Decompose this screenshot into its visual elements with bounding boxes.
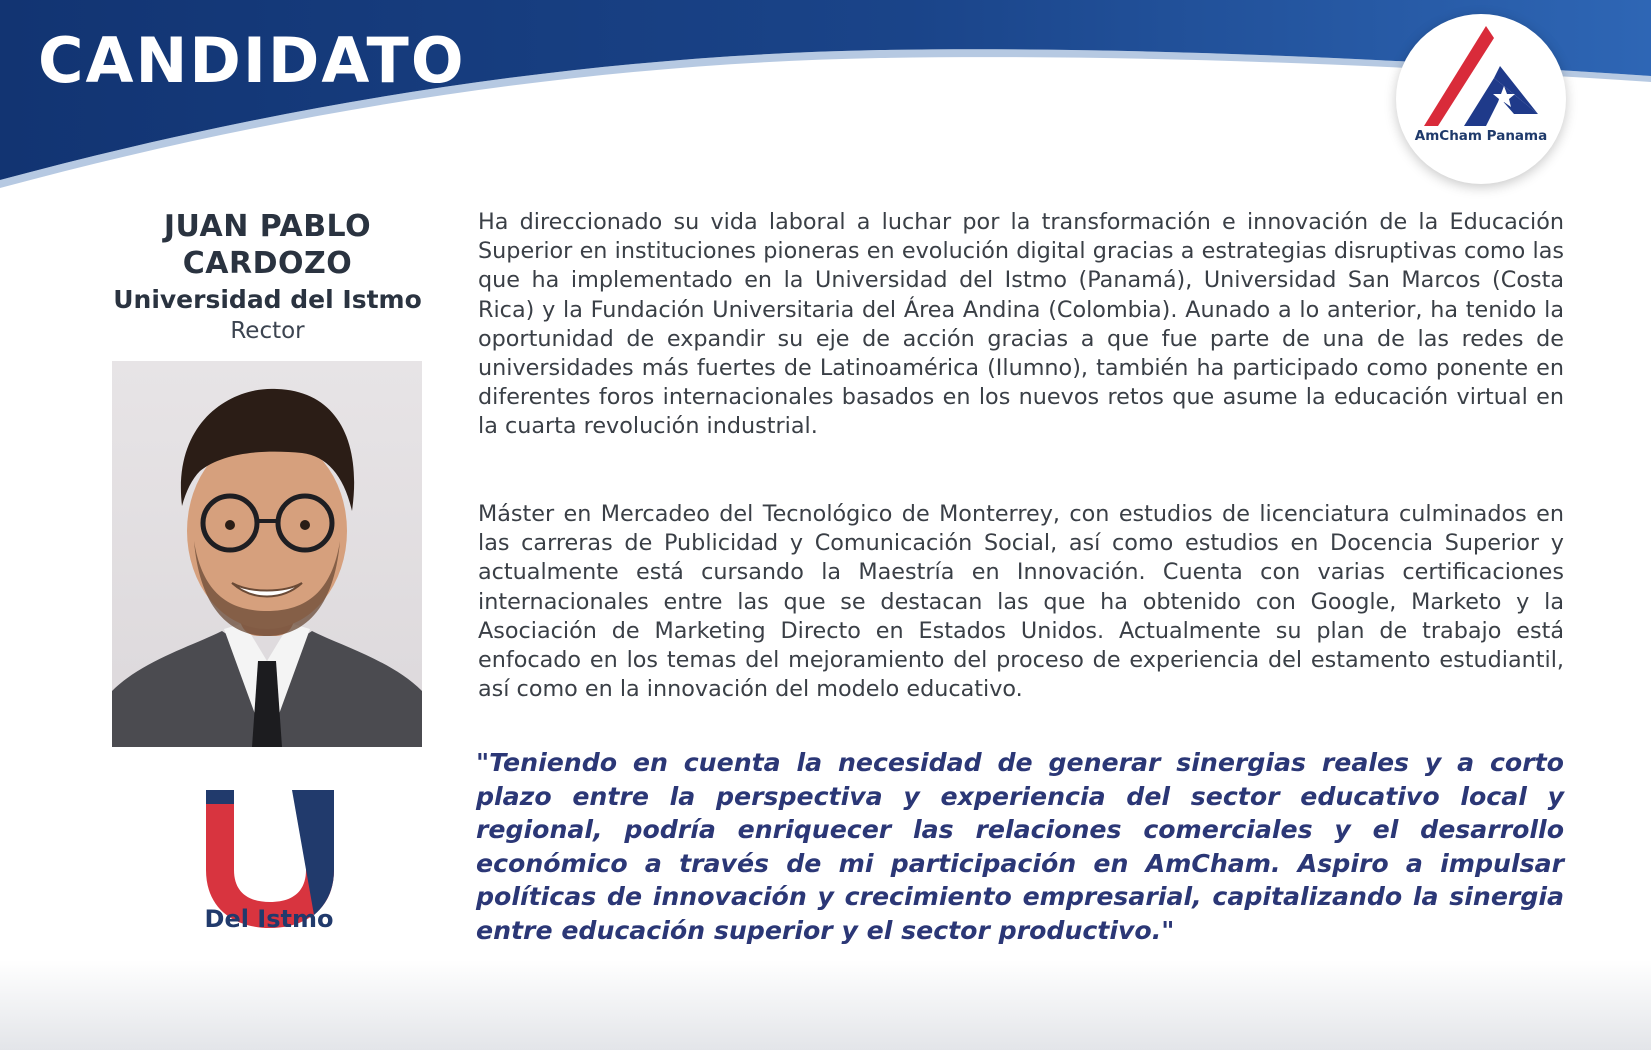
candidate-organization: Universidad del Istmo: [113, 285, 422, 314]
candidate-name-line2: CARDOZO: [182, 246, 353, 281]
candidate-name-line1: JUAN PABLO: [163, 209, 372, 244]
page-title: CANDIDATO: [38, 24, 466, 97]
footer-gradient: [0, 960, 1651, 1050]
candidate-info: [110, 208, 425, 345]
candidate-portrait-icon: [112, 361, 422, 747]
amcham-logo: [1396, 14, 1566, 184]
bio-paragraph-1: Ha direccionado su vida laboral a luchar por la transformación e innovación de la Educación Superior en instituciones pioneras en evolución digital gracias a estrategias disruptivas como las que ha implementado en la Universidad del Istmo (Panamá), Universidad San Marcos (Costa Rica) y la Fundación Universitaria del Área Andina (Colombia). Aunado a lo anterior, ha tenido la oportunidad de expandir su eje de acción gracias a que fue parte de una de las redes de universidades más fuertes de Latinoamérica (Ilumno), también ha participado como ponente en diferentes foros internacionales basados en los nuevos retos que asume la educación virtual en la cuarta revolución industrial.: [478, 209, 1564, 440]
amcham-a-star-icon: [1424, 26, 1538, 126]
bio-paragraph-2: Máster en Mercadeo del Tecnológico de Monterrey, con estudios de licenciatura culminados en las carreras de Publicidad y Comunicación Social, así como estudios en Docencia Superior y actualmente está cursando la Maestría en Innovación. Cuenta con varias certificaciones internacionales entre las que se destacan las que ha obtenido con Google, Marketo y la Asociación de Marketing Directo en Estados Unidos. Actualmente su plan de trabajo está enfocado en los temas del mejoramiento del proceso de experiencia del estamento estudiantil, así como en la innovación del modelo educativo.: [478, 501, 1564, 703]
del-istmo-logo-text: Del Istmo: [204, 905, 334, 933]
amcham-logo-text: AmCham Panama: [1414, 128, 1548, 144]
candidate-quote: "Teniendo en cuenta la necesidad de generar sinergias reales y a corto plazo entre la perspectiva y experiencia del sector educativo local y regional, podría enriquecer las relaciones comerciales y el desarrollo económico a través de mi participación en AmCham. Aspiro a impulsar políticas de innovación y crecimiento empresarial, capitalizando la sinergia entre educación superior y el sector productivo.": [476, 748, 1564, 945]
candidate-role: Rector: [230, 318, 305, 344]
candidate-photo: [112, 361, 422, 747]
